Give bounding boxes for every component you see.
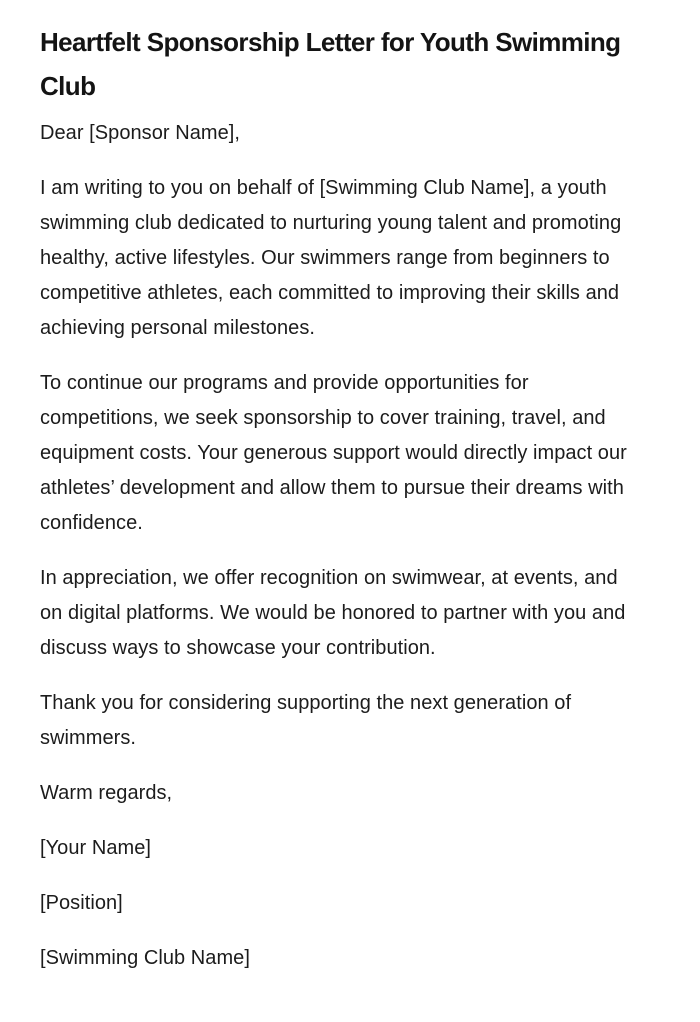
letter-closing: Warm regards, — [40, 782, 173, 804]
letter-title: Heartfelt Sponsorship Letter for Youth Swimming Club — [40, 27, 621, 101]
letter-document — [40, 20, 640, 996]
letter-paragraph-thanks: Thank you for considering supporting the next generation of swimmers. — [40, 692, 572, 749]
signature-name: [Your Name] — [40, 837, 151, 859]
letter-paragraph-request: To continue our programs and provide opportunities for competitions, we seek sponsorship to cover training, travel, and equipment costs. Your generous support would directly impact our athletes’ development and allow them to pursue their dreams with confidence. — [40, 372, 627, 534]
signature-club: [Swimming Club Name] — [40, 947, 250, 969]
letter-salutation: Dear [Sponsor Name], — [40, 122, 240, 144]
letter-paragraph-appreciation: In appreciation, we offer recognition on swimwear, at events, and on digital platforms. We would be honored to partner with you and discuss ways to showcase your contribution. — [40, 567, 626, 659]
letter-paragraph-intro: I am writing to you on behalf of [Swimming Club Name], a youth swimming club dedicated to nurturing young talent and promoting healthy, active lifestyles. Our swimmers range from beginners to competitive athletes, each committed to improving their skills and achieving personal milestones. — [40, 177, 622, 339]
signature-position: [Position] — [40, 892, 123, 914]
